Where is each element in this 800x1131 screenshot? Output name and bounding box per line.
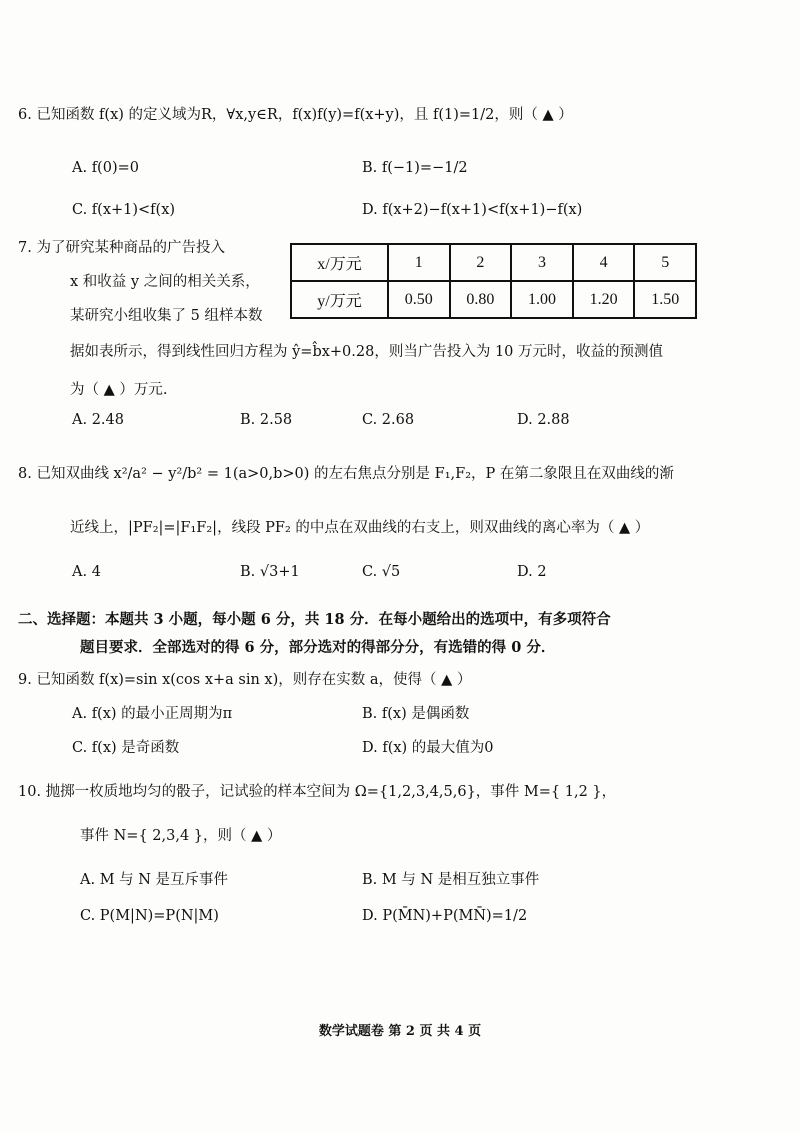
q7-option-b: B. 2.58 <box>240 412 293 428</box>
q9-option-c: C. f(x) 是奇函数 <box>72 740 180 756</box>
q10-line-2: 事件 N={ 2,3,4 }，则（ ▲ ） <box>80 828 282 844</box>
q10-option-a: A. M 与 N 是互斥事件 <box>80 872 229 888</box>
q9-stem: 9. 已知函数 f(x)=sin x(cos x+a sin x)，则存在实数 a，使得（ ▲ ） <box>18 672 472 688</box>
section-2-heading: 二、选择题：本题共 3 小题，每小题 6 分，共 18 分．在每小题给出的选项中，有多项符合 <box>18 611 611 628</box>
table-cell: 3 <box>511 244 573 281</box>
q10-option-b: B. M 与 N 是相互独立事件 <box>362 872 540 888</box>
table-cell: 1.50 <box>634 281 696 318</box>
q10-option-d: D. P(M̄N)+P(MN̄)=1/2 <box>362 908 528 924</box>
q8-option-a: A. 4 <box>72 564 101 580</box>
table-cell: 0.80 <box>450 281 512 318</box>
q6-stem: 6. 已知函数 f(x) 的定义域为R，∀x,y∈R，f(x)f(y)=f(x+y)，且 f(1)=1/2，则（ ▲ ） <box>18 107 573 123</box>
q9-option-b: B. f(x) 是偶函数 <box>362 706 470 722</box>
section-2-instructions: 题目要求．全部选对的得 6 分，部分选对的得部分分，有选错的得 0 分． <box>80 639 556 656</box>
q10-option-c: C. P(M|N)=P(N|M) <box>80 908 219 924</box>
table-header-x: x/万元 <box>291 244 388 281</box>
table-cell: 1 <box>388 244 450 281</box>
table-header-y: y/万元 <box>291 281 388 318</box>
table-cell: 1.00 <box>511 281 573 318</box>
page-footer: 数学试题卷 第 2 页 共 4 页 <box>318 1024 482 1039</box>
table-cell: 4 <box>573 244 635 281</box>
table-cell: 1.20 <box>573 281 635 318</box>
q6-option-d: D. f(x+2)−f(x+1)<f(x+1)−f(x) <box>362 202 583 218</box>
q6-option-c: C. f(x+1)<f(x) <box>72 202 176 218</box>
q6-option-a: A. f(0)=0 <box>72 160 139 176</box>
q8-option-d: D. 2 <box>517 564 547 580</box>
q8-option-c: C. √5 <box>362 564 401 580</box>
q9-option-d: D. f(x) 的最大值为0 <box>362 740 494 756</box>
q7-line-1: 7. 为了研究某种商品的广告投入 <box>18 240 225 256</box>
table-cell: 0.50 <box>388 281 450 318</box>
q8-option-b: B. √3+1 <box>240 564 300 580</box>
q7-line-2: x 和收益 y 之间的相关关系， <box>70 274 260 290</box>
q7-line-5: 为（ ▲ ）万元. <box>70 382 168 398</box>
q7-option-c: C. 2.68 <box>362 412 415 428</box>
q7-line-3: 某研究小组收集了 5 组样本数 <box>70 308 263 324</box>
q9-option-a: A. f(x) 的最小正周期为π <box>72 706 233 722</box>
table-row-y <box>291 281 696 318</box>
q7-data-table <box>290 243 697 319</box>
q8-line-1: 8. 已知双曲线 x²/a² − y²/b² = 1(a>0,b>0) 的左右焦点分别是 F₁,F₂，P 在第二象限且在双曲线的渐 <box>18 466 674 482</box>
table-cell: 5 <box>634 244 696 281</box>
q6-option-b: B. f(−1)=−1/2 <box>362 160 468 176</box>
q7-line-4: 据如表所示，得到线性回归方程为 ŷ=b̂x+0.28，则当广告投入为 10 万元时，收益的预测值 <box>70 344 664 360</box>
q7-option-a: A. 2.48 <box>72 412 124 428</box>
q10-line-1: 10. 抛掷一枚质地均匀的骰子，记试验的样本空间为 Ω={1,2,3,4,5,6}，事件 M={ 1,2 }， <box>18 784 617 800</box>
table-cell: 2 <box>450 244 512 281</box>
q7-option-d: D. 2.88 <box>517 412 570 428</box>
q8-line-2: 近线上，|PF₂|=|F₁F₂|，线段 PF₂ 的中点在双曲线的右支上，则双曲线的离心率为（ ▲ ） <box>70 520 650 536</box>
table-row-x <box>291 244 696 281</box>
